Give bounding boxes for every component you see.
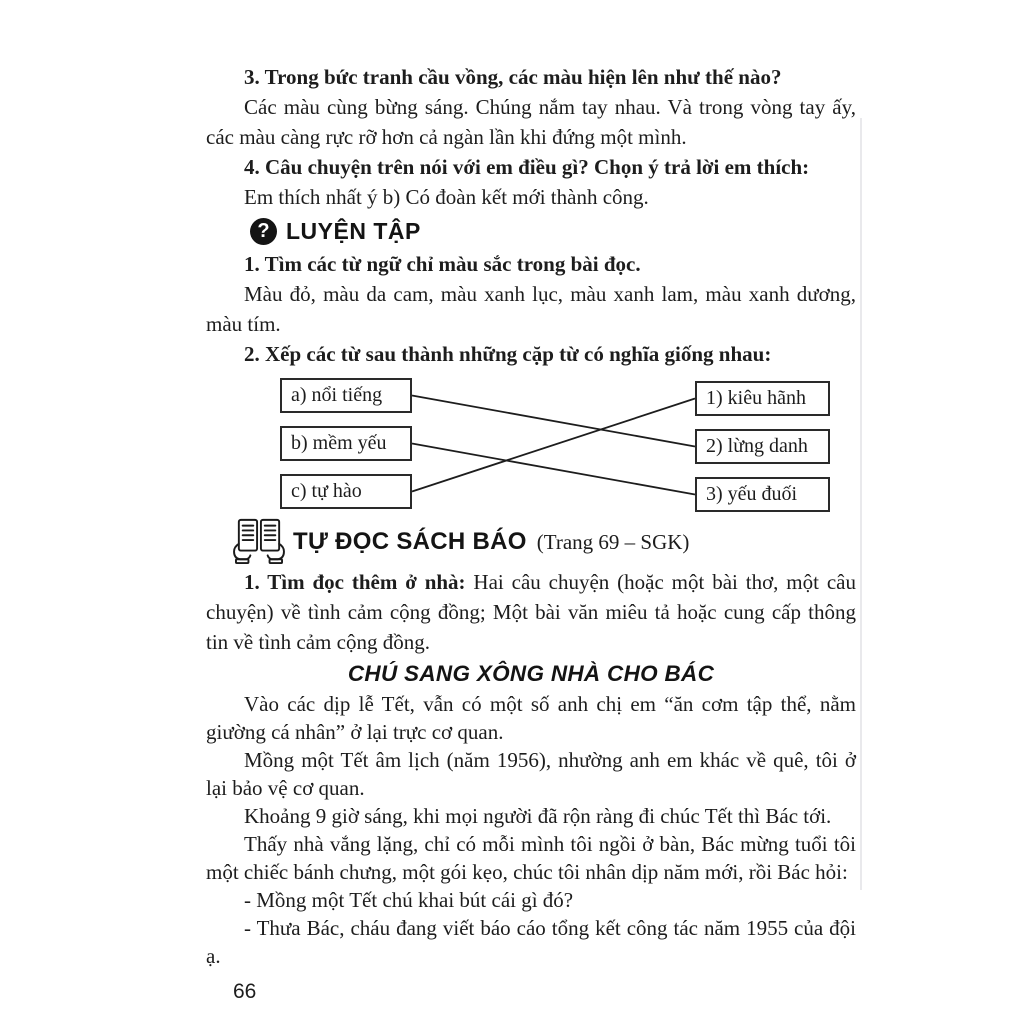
story-section bbox=[206, 661, 856, 970]
page-edge-shadow bbox=[860, 118, 862, 890]
match-item-a: a) nổi tiếng bbox=[280, 378, 412, 413]
self-reading-section-title: TỰ ĐỌC SÁCH BÁO bbox=[293, 528, 527, 555]
page-content bbox=[206, 62, 856, 970]
match-item-1: 1) kiêu hãnh bbox=[695, 381, 830, 416]
exercise-1-answer: Màu đỏ, màu da cam, màu xanh lục, màu xanh lam, màu xanh dương, màu tím. bbox=[206, 282, 856, 336]
exercise-2-prompt: 2. Xếp các từ sau thành những cặp từ có nghĩa giống nhau: bbox=[244, 342, 772, 366]
answer-3: Các màu cùng bừng sáng. Chúng nắm tay nhau. Và trong vòng tay ấy, các màu càng rực rỡ hơn cả ngàn lần khi đứng một mình. bbox=[206, 95, 856, 149]
self-reading-item-1-label: 1. Tìm đọc thêm ở nhà: bbox=[244, 570, 466, 594]
story-title: CHÚ SANG XÔNG NHÀ CHO BÁC bbox=[347, 661, 715, 686]
story-paragraph-4: Thấy nhà vắng lặng, chỉ có mỗi mình tôi ngồi ở bàn, Bác mừng tuổi tôi một chiếc bánh chưng, một gói kẹo, chúc tôi nhân dịp năm mới, rồi Bác hỏi: bbox=[206, 832, 856, 884]
practice-section-header bbox=[250, 216, 856, 246]
match-item-3: 3) yếu đuối bbox=[695, 477, 830, 512]
story-dialogue-1: - Mồng một Tết chú khai bút cái gì đó? bbox=[244, 888, 574, 912]
question-3: 3. Trong bức tranh cầu vồng, các màu hiện lên như thế nào? bbox=[244, 65, 782, 89]
answer-4: Em thích nhất ý b) Có đoàn kết mới thành công. bbox=[244, 185, 649, 209]
match-item-c: c) tự hào bbox=[280, 474, 412, 509]
self-reading-section-header bbox=[232, 517, 856, 567]
match-item-2: 2) lừng danh bbox=[695, 429, 830, 464]
story-paragraph-1: Vào các dịp lễ Tết, vẫn có một số anh chị em “ăn cơm tập thể, nằm giường cá nhân” ở lại trực cơ quan. bbox=[206, 692, 856, 744]
story-paragraph-3: Khoảng 9 giờ sáng, khi mọi người đã rộn ràng đi chúc Tết thì Bác tới. bbox=[244, 804, 832, 828]
self-reading-page-ref: (Trang 69 – SGK) bbox=[536, 529, 690, 554]
open-book-in-hands-icon bbox=[232, 517, 286, 565]
story-paragraph-2: Mồng một Tết âm lịch (năm 1956), nhường anh em khác về quê, tôi ở lại bảo vệ cơ quan. bbox=[206, 748, 856, 800]
self-reading-item-1 bbox=[206, 567, 856, 657]
self-reading-item-1-text: Hai câu chuyện (hoặc một bài thơ, một câu chuyện) về tình cảm cộng đồng; Một bài văn miêu tả hoặc cung cấp thông tin về tình cảm cộng đồng. bbox=[206, 570, 856, 654]
question-4: 4. Câu chuyện trên nói với em điều gì? Chọn ý trả lời em thích: bbox=[244, 155, 810, 179]
exercise-1-prompt: 1. Tìm các từ ngữ chỉ màu sắc trong bài đọc. bbox=[244, 252, 641, 276]
match-item-b: b) mềm yếu bbox=[280, 426, 412, 461]
question-mark-circle-icon bbox=[250, 218, 277, 245]
story-dialogue-2: - Thưa Bác, cháu đang viết báo cáo tổng kết công tác năm 1955 của đội ạ. bbox=[206, 916, 856, 968]
page-number: 66 bbox=[233, 980, 257, 1003]
matching-diagram bbox=[206, 378, 856, 511]
practice-section-title: LUYỆN TẬP bbox=[286, 217, 421, 244]
